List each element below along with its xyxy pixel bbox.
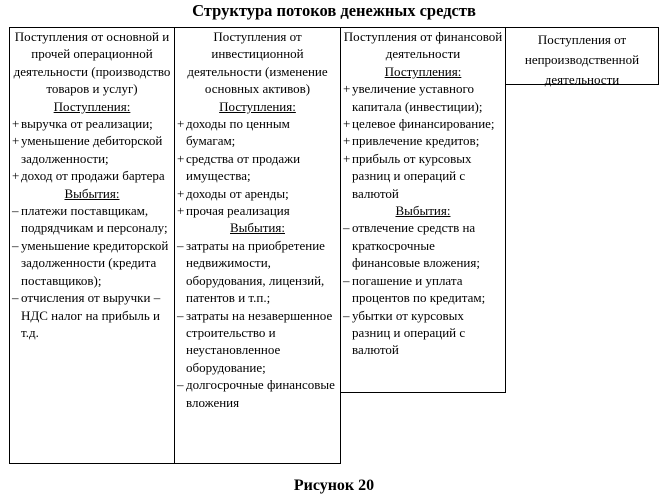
- income-item-text: доходы по ценным бумагам;: [186, 116, 290, 149]
- outflow-item: [343, 272, 503, 307]
- income-item: [177, 150, 338, 185]
- income-item-text: средства от продажи имущества;: [186, 150, 301, 184]
- minus-marker: –: [177, 377, 184, 393]
- financial-activity-column: [340, 27, 506, 393]
- plus-marker: +: [177, 116, 185, 132]
- minus-marker: –: [177, 307, 184, 323]
- income-item: [343, 132, 503, 149]
- outflow-item-text: отчисления от выручки – НДС налог на прибыль и т.д.: [21, 290, 161, 340]
- income-item: [343, 115, 503, 132]
- outflow-item-text: убытки от курсовых разниц и операций с валютой: [352, 307, 466, 358]
- outflow-item-text: уменьшение кредиторской задолженности (кредита поставщиков);: [21, 237, 169, 288]
- column-header: Поступления от инвестиционной деятельности (изменение основных активов): [187, 29, 328, 97]
- income-item: [12, 115, 172, 132]
- plus-marker: +: [343, 133, 351, 149]
- investment-activity-column: [174, 27, 341, 464]
- column-header: Поступления от непроизводственной деятельности: [524, 32, 640, 87]
- figure-caption: Рисунок 20: [293, 477, 375, 494]
- outflow-item-text: погашение и уплата процентов по кредитам;: [352, 272, 486, 306]
- outflow-item: [177, 376, 338, 411]
- income-item-text: привлечение кредитов;: [352, 133, 480, 149]
- plus-marker: +: [12, 168, 20, 184]
- operating-activity-column: [9, 27, 175, 464]
- income-item: [12, 167, 172, 184]
- minus-marker: –: [343, 272, 350, 288]
- income-item: [343, 80, 503, 115]
- outflow-heading: Выбытия:: [230, 220, 285, 236]
- plus-marker: +: [343, 150, 351, 166]
- income-item-text: увеличение уставного капитала (инвестиции);: [352, 81, 483, 114]
- minus-marker: –: [12, 203, 19, 219]
- column-header: Поступления от основной и прочей операционной деятельности (производство товаров и услуг): [13, 29, 171, 97]
- income-item: [12, 132, 172, 167]
- outflow-heading: Выбытия:: [64, 185, 120, 201]
- plus-marker: +: [12, 133, 20, 149]
- outflow-item: [12, 289, 172, 341]
- minus-marker: –: [12, 237, 19, 253]
- income-item-text: прибыль от курсовых разниц и операций с валютой: [352, 150, 472, 201]
- plus-marker: +: [177, 185, 185, 201]
- income-item: [177, 202, 338, 219]
- plus-marker: +: [177, 203, 185, 219]
- income-heading: Поступления:: [53, 98, 131, 114]
- minus-marker: –: [343, 220, 350, 236]
- income-item-text: выручка от реализации;: [21, 116, 153, 132]
- figure-title: Структура потоков денежных средств: [192, 1, 476, 20]
- outflow-item: [343, 307, 503, 359]
- income-heading: Поступления:: [219, 98, 296, 114]
- minus-marker: –: [12, 290, 19, 306]
- outflow-heading: Выбытия:: [395, 203, 451, 219]
- outflow-item: [177, 307, 338, 377]
- outflow-item-text: затраты на незавершенное строительство и неустановленное оборудование;: [186, 307, 333, 375]
- plus-marker: +: [177, 150, 185, 166]
- income-item-text: доход от продажи бартера: [21, 168, 165, 184]
- outflow-item: [12, 202, 172, 237]
- plus-marker: +: [343, 81, 351, 97]
- income-item-text: доходы от аренды;: [186, 185, 289, 201]
- non-production-activity-column: [505, 27, 659, 85]
- plus-marker: +: [343, 116, 351, 132]
- income-item-text: целевое финансирование;: [352, 116, 495, 132]
- income-item-text: уменьшение дебиторской задолженности;: [21, 133, 163, 166]
- column-header: Поступления от финансовой деятельности: [343, 29, 503, 62]
- outflow-item-text: отвлечение средств на краткосрочные финансовые вложения;: [352, 220, 480, 271]
- outflow-item-text: затраты на приобретение недвижимости, оборудования, лицензий, патентов и т.п.;: [186, 237, 325, 306]
- minus-marker: –: [343, 307, 350, 323]
- outflow-item-text: долгосрочные финансовые вложения: [186, 377, 335, 410]
- income-heading: Поступления:: [384, 63, 462, 79]
- outflow-item: [12, 237, 172, 289]
- income-item: [177, 115, 338, 150]
- income-item: [177, 185, 338, 202]
- plus-marker: +: [12, 116, 20, 132]
- outflow-item-text: платежи поставщикам, подрядчикам и персоналу;: [21, 203, 168, 236]
- outflow-item: [177, 237, 338, 307]
- income-item: [343, 150, 503, 202]
- minus-marker: –: [177, 237, 184, 253]
- outflow-item: [343, 219, 503, 271]
- income-item-text: прочая реализация: [186, 203, 290, 219]
